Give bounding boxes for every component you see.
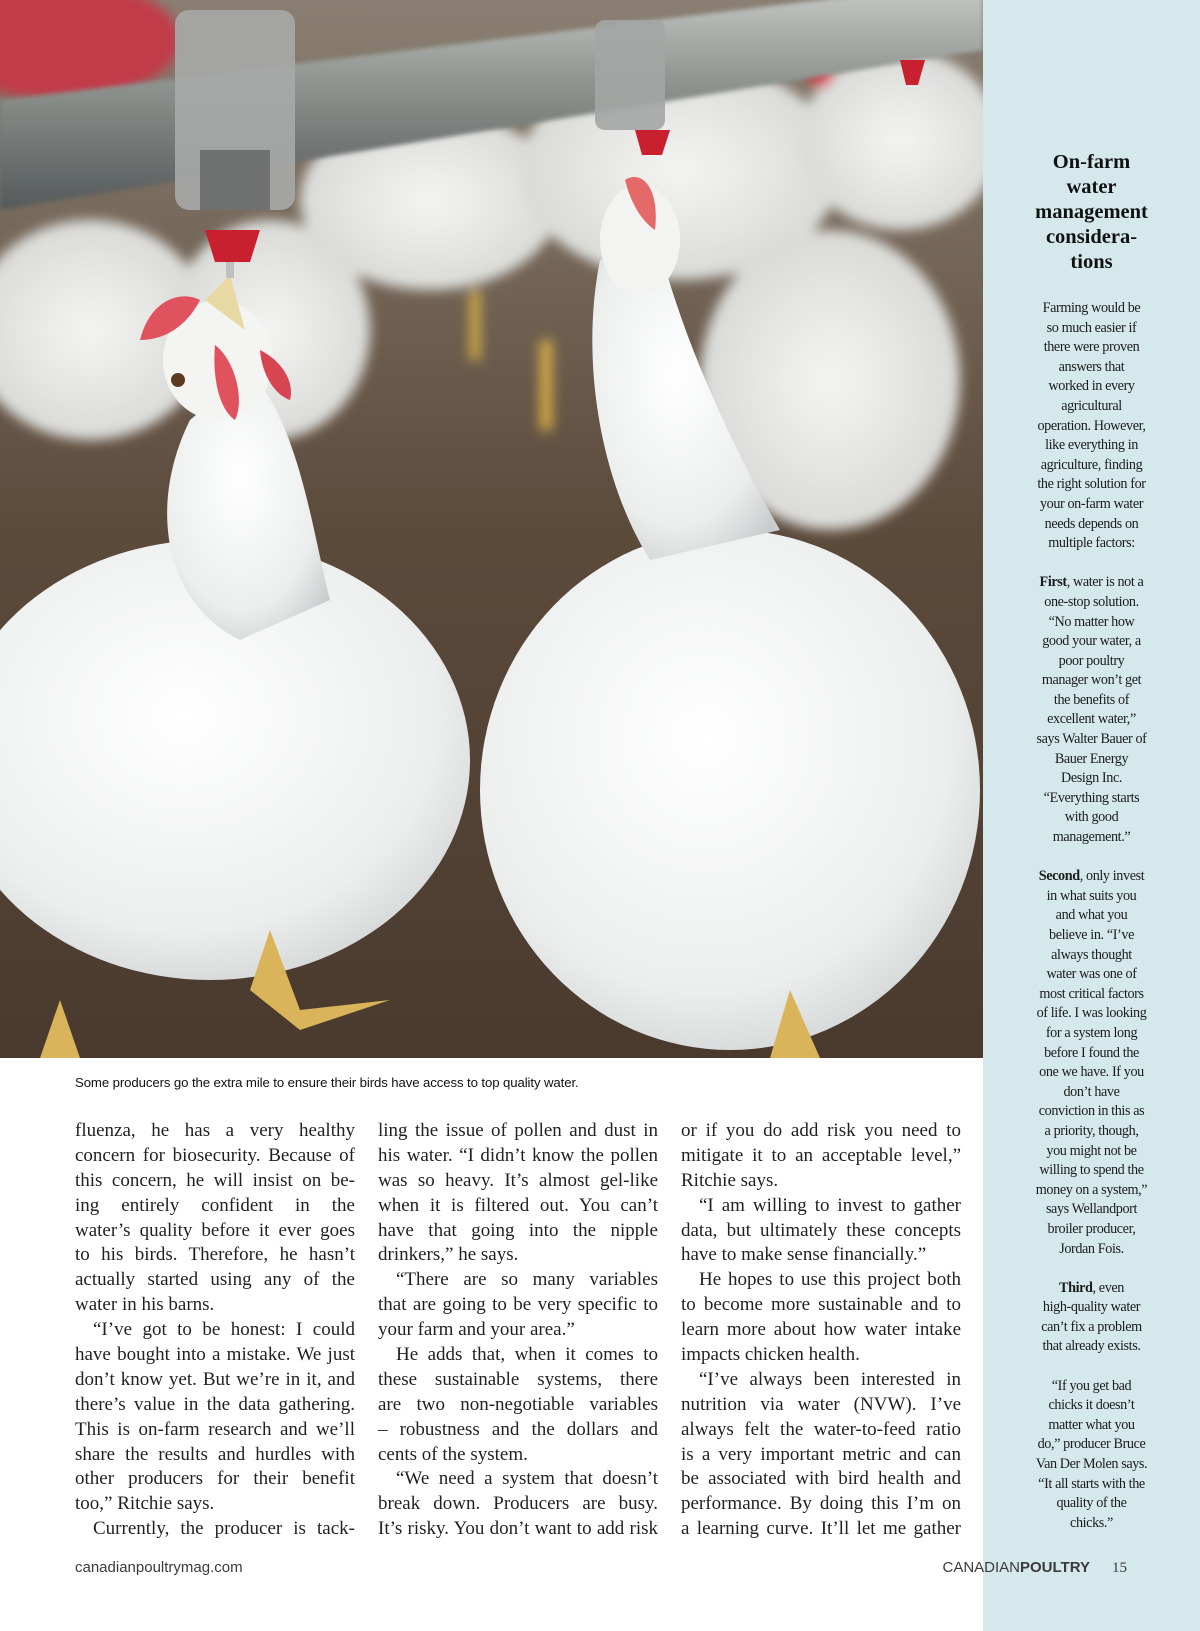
article-line: have bought into a mistake. We just [75,1344,355,1366]
sidebar-second-line: one we have. If you [1039,1064,1144,1081]
sidebar-quote-line: chicks.” [1070,1514,1113,1531]
article-line: a learning curve. It’ll let me gather [681,1518,961,1540]
article-line: ling the issue of pollen and dust in [378,1120,658,1141]
article-line: or if you do add risk you need to [681,1120,961,1141]
article-line: share the results and hurdles with [75,1443,355,1465]
sidebar-third-line: high-quality water [1042,1299,1141,1316]
article-line: these sustainable systems, there [378,1368,658,1390]
sidebar-third-lines [983,1298,1200,1357]
article-line: “We need a system that doesn’t [396,1468,658,1490]
sidebar-first-line: “No matter how [1048,613,1135,630]
sidebar-second-line: a priority, though, [1044,1122,1139,1139]
article-line: data, but ultimately these concepts [681,1219,961,1241]
article-column-3 [681,1119,961,1542]
sidebar-first-line: management.” [1052,829,1131,846]
sidebar-first-lines [983,593,1200,848]
sidebar-second-lead: Second [1038,868,1080,885]
article-line: “I’ve got to be honest: I could [93,1319,355,1341]
sidebar-second-line: in what suits you [1046,887,1137,904]
article-line: nutrition via water (NVW). I’ve [681,1393,961,1415]
sidebar-first-line: manager won’t get [1041,672,1142,689]
sidebar-third-rest: , even [1092,1279,1124,1296]
article-line: break down. Producers are busy. [378,1493,658,1515]
article-line: your farm and your area.” [378,1319,575,1341]
sidebar-first-line: one-stop solution. [1044,593,1139,610]
sidebar-intro-line: your on-farm water [1039,495,1144,512]
sidebar-intro-line: there were proven [1043,339,1140,356]
magazine-name-part2: POULTRY [1020,1559,1090,1576]
sidebar-second-line: before I found the [1044,1044,1139,1061]
article-line: don’t know yet. But we’re in it, and [75,1368,355,1390]
sidebar-second-lines [983,887,1200,1259]
sidebar-intro-line: multiple factors: [1048,535,1135,552]
sidebar-third-line [983,1279,1200,1299]
sidebar-second-line: water was one of [1046,966,1137,983]
sidebar-second-line: for a system long [1045,1024,1138,1041]
sidebar-quote-line: Van Der Molen says. [1035,1456,1148,1473]
article-line: his water. “I didn’t know the pollen [378,1144,658,1166]
article-line: “I am willing to invest to gather [699,1194,961,1216]
photo-caption: Some producers go the extra mile to ensure their birds have access to top quality water. [75,1075,579,1090]
sidebar-quote-line: matter what you [1048,1416,1135,1433]
sidebar-intro-line: like everything in [1045,437,1138,454]
sidebar-second-line: don’t have [1063,1083,1120,1100]
sidebar-quote-line: “If you get bad [1051,1377,1132,1394]
article-line: water in his barns. [75,1294,215,1316]
sidebar-second-line: says Wellandport [1045,1201,1138,1218]
sidebar-first-line: says Walter Bauer of [1036,731,1147,748]
sidebar-intro [983,299,1200,554]
article-line: This is on-farm research and we’ll [75,1418,355,1440]
sidebar-body [983,299,1200,1553]
sidebar-intro-line: the right solution for [1037,476,1146,493]
sidebar-quote-line: do,” producer Bruce [1037,1436,1146,1453]
sidebar-second-line: always thought [1051,946,1132,963]
sidebar-second-line: broiler producer, [1047,1220,1136,1237]
article-line: this concern, he will insist on be- [75,1169,355,1191]
footer-magazine [942,1559,1127,1577]
sidebar-first-line: with good [1064,809,1119,826]
magazine-name-part1: CANADIAN [942,1559,1020,1576]
sidebar-title [983,150,1200,275]
sidebar-second-line: you might not be [1046,1142,1137,1159]
article-line: He adds that, when it comes to [396,1344,658,1366]
sidebar-first-line: good your water, a [1042,633,1141,650]
sidebar-first-line: Bauer Energy [1054,750,1129,767]
sidebar-intro-line: agriculture, finding [1040,456,1143,473]
sidebar-second-line: and what you [1055,907,1128,924]
sidebar-third [983,1279,1200,1357]
sidebar-second-line: conviction in this as [1038,1103,1145,1120]
sidebar-first-line: excellent water,” [1047,711,1136,728]
sidebar-first-line: the benefits of [1053,691,1130,708]
article-line: It’s risky. You don’t want to add risk [378,1518,658,1540]
sidebar-first-line: Design Inc. [1060,770,1122,787]
article-line: when it is filtered out. You can’t [378,1194,658,1216]
article-line: performance. By doing this I’m on [681,1493,961,1515]
page-number: 15 [1112,1560,1127,1576]
article-line: “I’ve always been interested in [699,1368,961,1390]
sidebar-title-line: management [1035,201,1148,223]
sidebar-first-lead: First [1039,574,1067,591]
sidebar-second-line: Jordan Fois. [1059,1240,1124,1257]
sidebar-first-line: poor poultry [1058,652,1125,669]
sidebar-intro-line: needs depends on [1044,515,1139,532]
article-line: to become more sustainable and to [681,1294,961,1316]
sidebar-intro-line: answers that [1058,358,1125,375]
article-line: Ritchie says. [681,1169,779,1191]
sidebar-quote-line: quality of the [1056,1495,1127,1512]
article-line: mitigate it to an acceptable level,” [681,1144,961,1166]
article-line: was so heavy. It’s almost gel-like [378,1169,658,1191]
article-line: fluenza, he has a very healthy [75,1120,355,1141]
article-line: have that going into the nipple [378,1219,658,1241]
article-line: are two non-negotiable variables [378,1393,658,1415]
sidebar-first [983,573,1200,847]
article-line: “There are so many variables [396,1269,658,1291]
sidebar-panel [983,0,1200,1631]
sidebar-intro-line: agricultural [1061,397,1122,414]
sidebar-third-lead: Third [1059,1279,1093,1296]
sidebar-second-line: money on a system,” [1035,1181,1148,1198]
article-line: drinkers,” he says. [378,1244,519,1266]
sidebar-intro-line: so much easier if [1046,319,1137,336]
article-column-2 [378,1119,658,1542]
sidebar-second-line [983,867,1200,887]
sidebar-quote [983,1377,1200,1534]
article-line: water’s quality before it ever goes [75,1219,355,1241]
article-line: is a very important metric and can [681,1443,961,1465]
article-line: other producers for their benefit [75,1468,355,1490]
sidebar-first-line: “Everything starts [1043,789,1140,806]
article-line: ing entirely confident in the [75,1194,355,1216]
sidebar-intro-line: operation. However, [1037,417,1146,434]
sidebar-quote-line: “It all starts with the [1038,1475,1145,1492]
article-line: He hopes to use this project both [699,1269,961,1291]
article-line: cents of the system. [378,1443,528,1465]
article-line: be associated with bird health and [681,1468,961,1490]
article-line: that are going to be very specific to [378,1294,658,1316]
article-line: there’s value in the data gathering. [75,1393,355,1415]
sidebar-second-line: most critical factors [1039,985,1144,1002]
sidebar-first-line [983,573,1200,593]
sidebar-title-line: On-farm [1052,151,1131,173]
sidebar-first-rest: , water is not a [1066,574,1144,591]
sidebar-quote-line: chicks it doesn’t [1048,1397,1135,1414]
sidebar-second [983,867,1200,1259]
article-line: concern for biosecurity. Because of [75,1144,355,1166]
article-line: – robustness and the dollars and [378,1418,658,1440]
article-line: to his birds. Therefore, he hasn’t [75,1244,355,1266]
sidebar-second-line: believe in. “I’ve [1049,927,1134,943]
article-column-1 [75,1119,355,1542]
article-line: impacts chicken health. [681,1344,860,1366]
sidebar-third-line: can’t fix a problem [1041,1318,1142,1335]
sidebar-third-line: that already exists. [1042,1338,1141,1355]
article-line: learn more about how water intake [681,1319,961,1341]
article-line: always felt the water-to-feed ratio [681,1418,961,1440]
sidebar-title-line: water [1066,176,1117,198]
sidebar-intro-line: worked in every [1048,378,1135,395]
sidebar-second-rest: , only invest [1079,868,1145,885]
article-line: Currently, the producer is tack- [93,1518,355,1540]
sidebar-intro-line: Farming would be [1042,300,1141,316]
footer-website: canadianpoultrymag.com [75,1559,243,1576]
article-line: actually started using any of the [75,1269,355,1291]
sidebar-second-line: of life. I was looking [1036,1005,1147,1022]
sidebar-title-line: considera- [1045,226,1138,248]
article-line: have to make sense financially.” [681,1244,927,1266]
article-line: too,” Ritchie says. [75,1493,215,1515]
sidebar-title-line: tions [1070,251,1113,273]
sidebar-second-line: willing to spend the [1039,1162,1144,1179]
